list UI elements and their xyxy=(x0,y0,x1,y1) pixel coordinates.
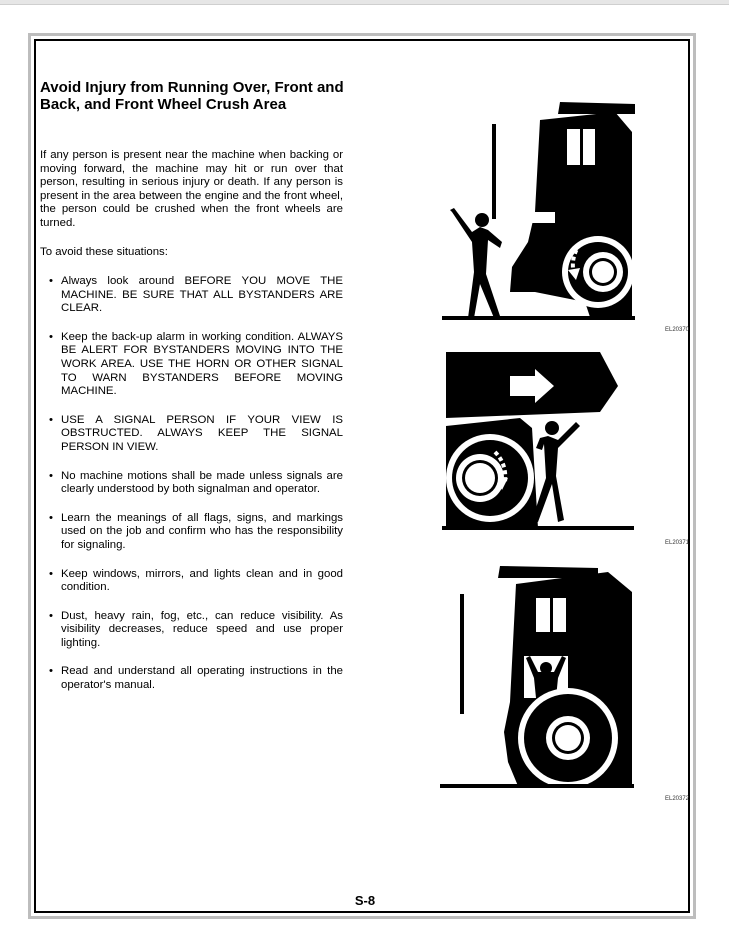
bullet-item: • Keep windows, mirrors, and lights clean and in good condition. xyxy=(48,568,343,595)
top-rule xyxy=(0,0,729,5)
bullet-item: • Dust, heavy rain, fog, etc., can reduce visibility. As visibility decreases, reduce speed and use proper lighting. xyxy=(48,610,343,651)
intro-paragraph: If any person is present near the machine when backing or moving forward, the machine may hit or run over that person, resulting in serious injury or death. If any person is present in the area between the engine and the front wheel, the person could be crushed when the front wheels are turned. xyxy=(40,149,343,229)
illustration-front-wheel-crush xyxy=(438,562,638,794)
bullet-item: • Read and understand all operating instructions in the operator's manual. xyxy=(48,665,343,692)
figure-code: EL20372 xyxy=(665,796,690,802)
figure-code: EL20371 xyxy=(665,540,690,546)
safety-bullet-list xyxy=(48,275,343,708)
section-title: Avoid Injury from Running Over, Front and Back, and Front Wheel Crush Area xyxy=(40,79,344,113)
bullet-item: • Keep the back-up alarm in working condition. ALWAYS BE ALERT FOR BYSTANDERS MOVING INTO THE WORK AREA. USE THE HORN OR OTHER SIGNAL TO WARN BYSTANDERS BEFORE MOVING MACHINE. xyxy=(48,331,343,399)
bullet-item: • Learn the meanings of all flags, signs, and markings used on the job and confirm who has the responsibility for signaling. xyxy=(48,512,343,553)
bullet-item: • Always look around BEFORE YOU MOVE THE MACHINE. BE SURE THAT ALL BYSTANDERS ARE CLEAR. xyxy=(48,275,343,316)
illustration-truck-front-hazard xyxy=(440,92,640,324)
bullet-item: • No machine motions shall be made unless signals are clearly understood by both signalman and operator. xyxy=(48,470,343,497)
page-number: S-8 xyxy=(354,893,376,908)
bullet-item: • USE A SIGNAL PERSON IF YOUR VIEW IS OBSTRUCTED. ALWAYS KEEP THE SIGNAL PERSON IN VIEW. xyxy=(48,414,343,455)
figure-code: EL20370 xyxy=(665,327,690,333)
illustration-truck-rear-hazard xyxy=(440,348,640,534)
lead-paragraph: To avoid these situations: xyxy=(40,246,168,258)
